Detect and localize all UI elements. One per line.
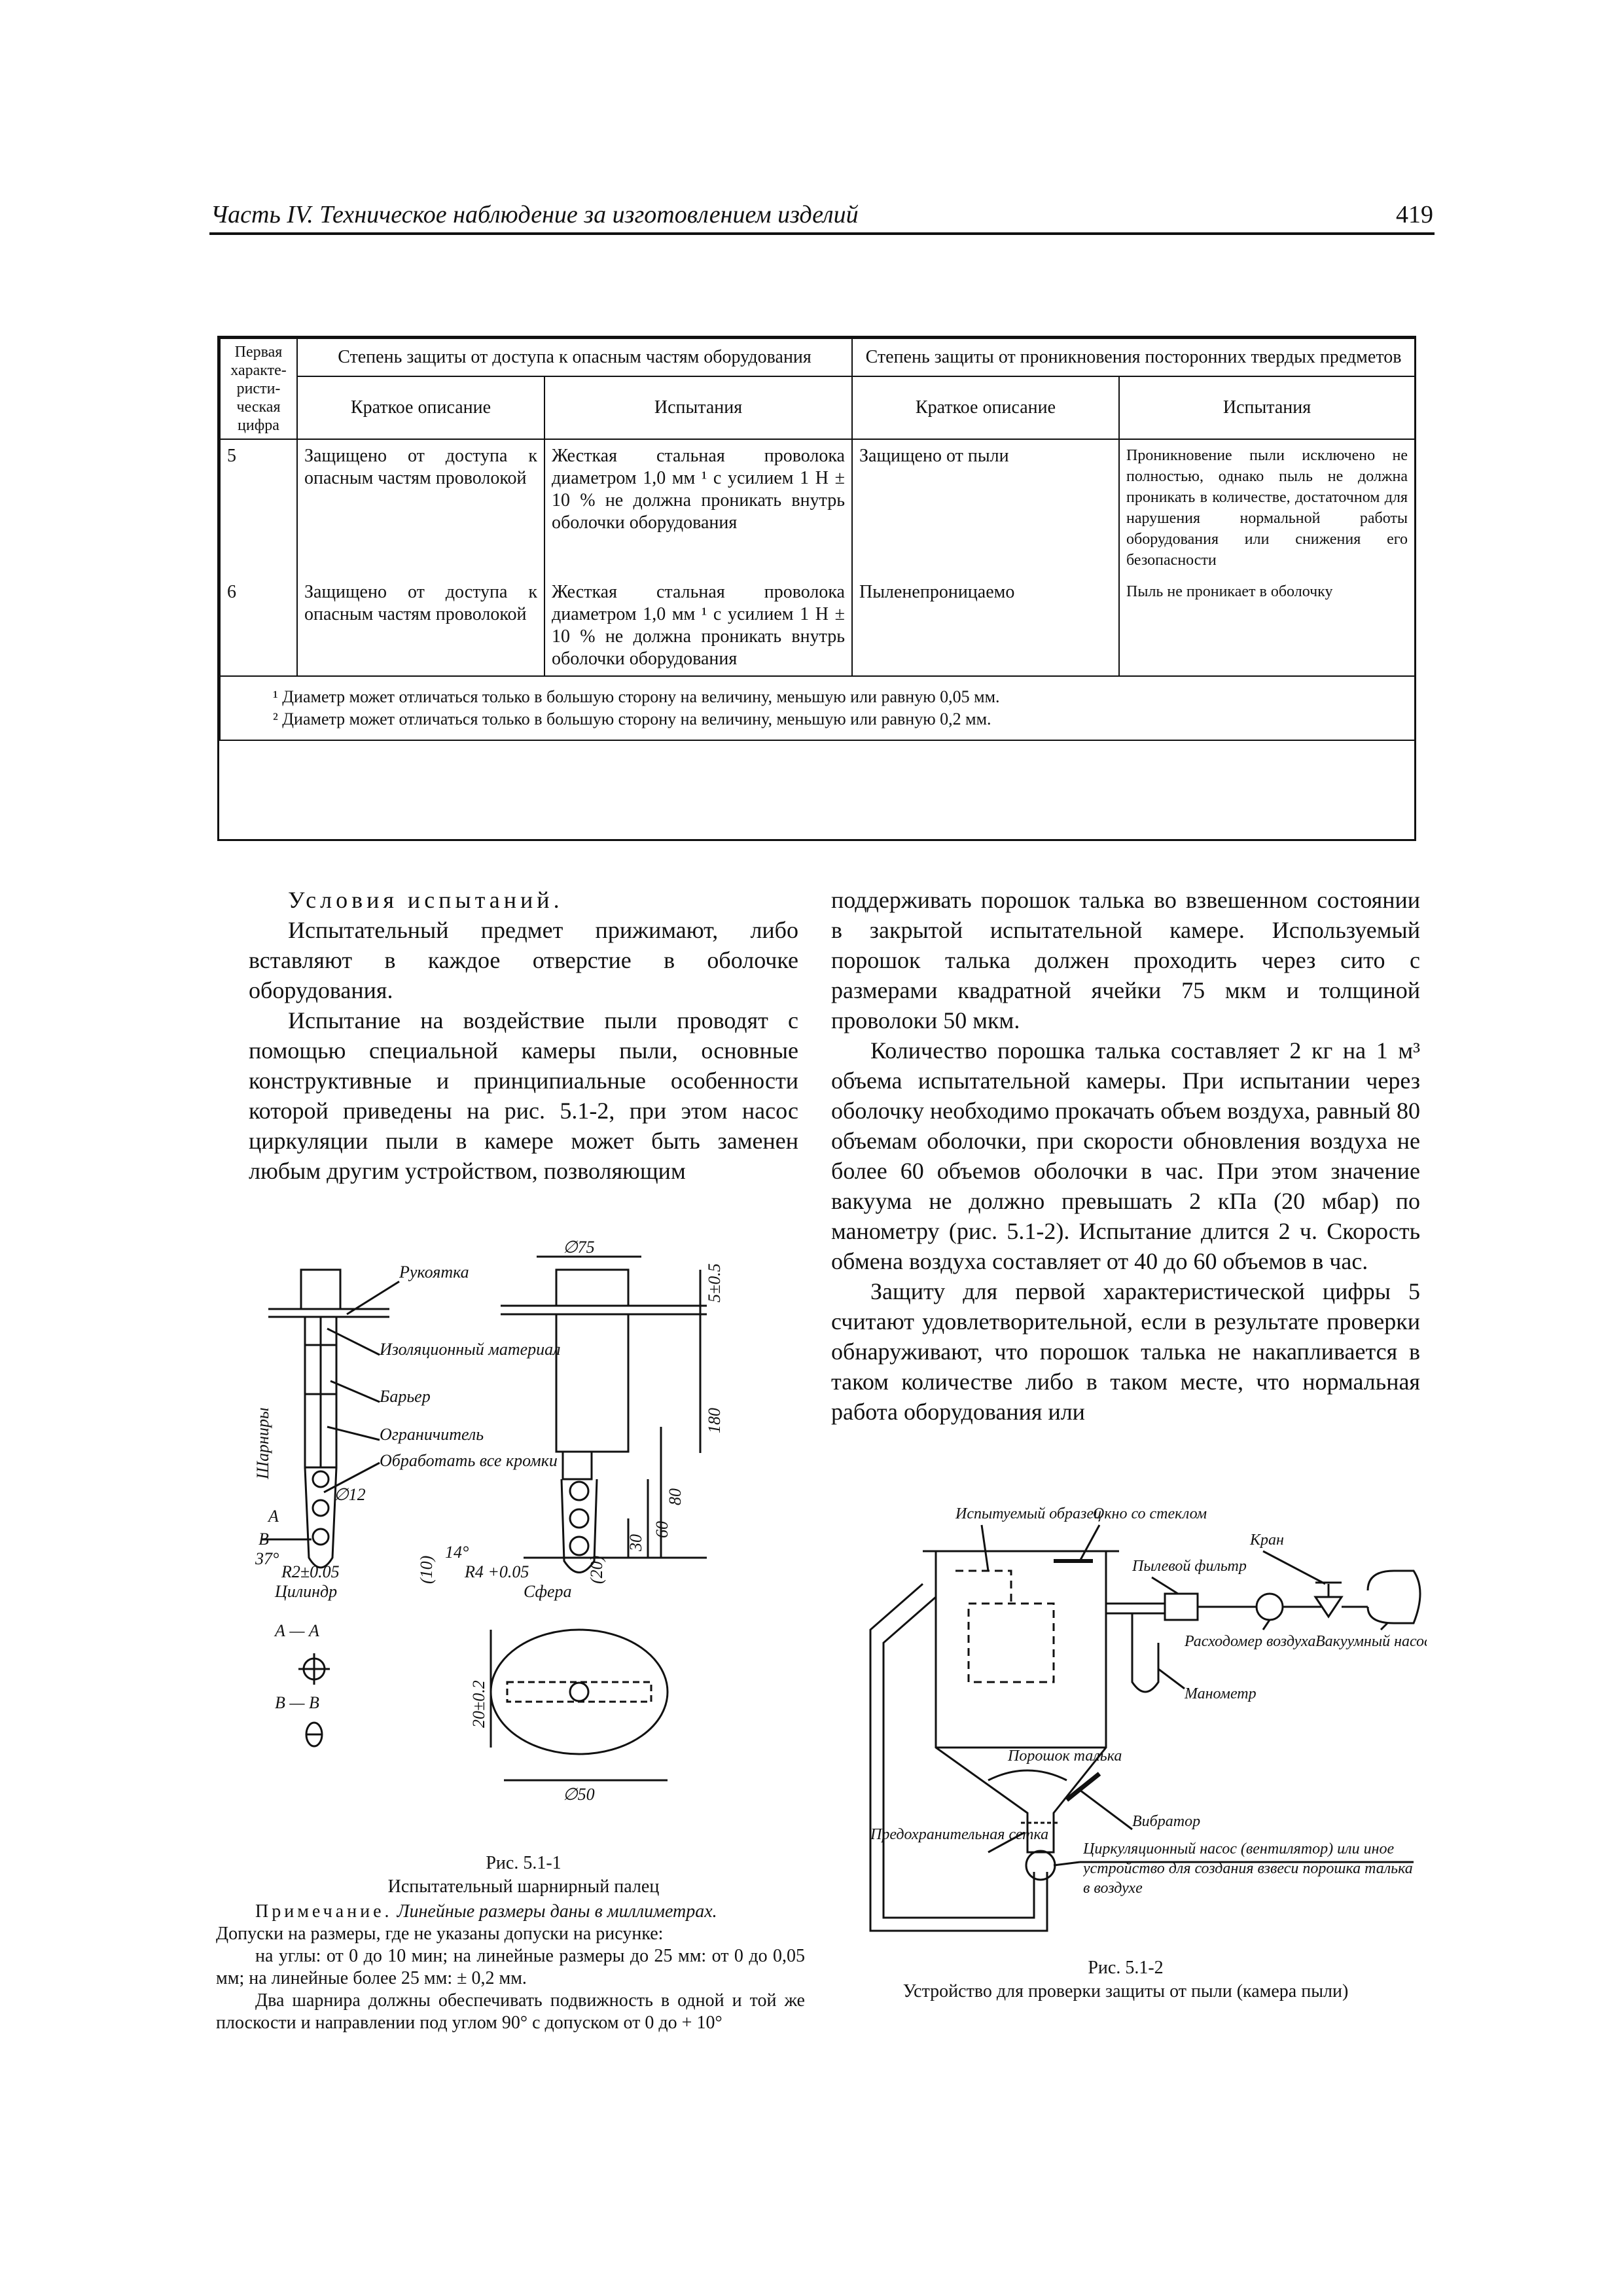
label-flowmeter: Расходомер воздуха — [1185, 1633, 1316, 1650]
left-column — [249, 885, 798, 1186]
table-footnotes — [220, 676, 1415, 740]
label-talc: Порошок талька — [1008, 1748, 1122, 1765]
mark-a: А — [268, 1507, 279, 1526]
sub-brief-access: Краткое описание — [297, 376, 544, 439]
figure2-caption-title: Устройство для проверки защиты от пыли (камера пыли) — [902, 1981, 1349, 2001]
label-r4: R4 +0.05 — [465, 1562, 529, 1581]
paragraph: Испытание на воздействие пыли проводят с помощью специальной камеры пыли, основные конструктивные и принципиальные особенности которой приведены на рис. 5.1-2, при этом насос циркуляции пыли в камере может быть заменен любым другим устройством, позволяющим — [249, 1007, 798, 1184]
label-angle-37: 37° — [255, 1549, 279, 1568]
label-filter: Пылевой фильтр — [1132, 1558, 1247, 1575]
label-sample: Испытуемый образец — [955, 1505, 1102, 1522]
mark-b: В — [259, 1530, 269, 1549]
row-access-test: Жесткая стальная проволока диаметром 1,0 мм ¹ с усилием 1 Н ± 10 % не должна проникать внутрь оболочки оборудования — [544, 439, 852, 576]
row-solid-test: Проникновение пыли исключено не полностью, однако пыль не должна проникать в количестве, достаточном для нарушения нормальной работы оборудования или снижения его безопасности — [1119, 439, 1415, 576]
page-number: 419 — [1396, 201, 1433, 228]
row-solid-brief: Пыленепроницаемо — [852, 576, 1119, 676]
figure2-caption-num: Рис. 5.1-2 — [1088, 1958, 1164, 1978]
label-window: Окно со стеклом — [1093, 1505, 1207, 1522]
row-solid-brief: Защищено от пыли — [852, 439, 1119, 576]
dim-5: 5±0.5 — [705, 1263, 724, 1302]
label-section-a: А — А — [275, 1621, 319, 1640]
row-digit: 5 — [220, 439, 297, 576]
note-2: Допуски на размеры, где не указаны допуски на рисунке: — [216, 1924, 664, 1944]
label-angle-14: 14° — [445, 1543, 469, 1562]
figure1-note — [216, 1901, 805, 2034]
dim-180: 180 — [705, 1408, 724, 1433]
row-digit: 6 — [220, 576, 297, 676]
label-cylinder: Цилиндр — [275, 1582, 338, 1601]
label-section-b: В — В — [275, 1693, 319, 1712]
group-solid-header: Степень защиты от проникновения посторонних твердых предметов — [852, 338, 1415, 376]
label-sphere: Сфера — [524, 1582, 572, 1601]
row-access-test: Жесткая стальная проволока диаметром 1,0 мм ¹ с усилием 1 Н ± 10 % не должна проникать внутрь оболочки оборудования — [544, 576, 852, 676]
label-d50: ∅50 — [563, 1785, 595, 1804]
figure-dust-chamber — [857, 1499, 1427, 1957]
sub-tests-access: Испытания — [544, 376, 852, 439]
note-word: Примечание. — [255, 1901, 393, 1922]
paragraph: Испытательный предмет прижимают, либо вставляют в каждое отверстие в оболочке оборудования. — [249, 917, 798, 1003]
figure1-caption-title: Испытательный шарнирный палец — [387, 1876, 660, 1897]
table-row — [220, 439, 1415, 576]
note-3: на углы: от 0 до 10 мин; на линейные размеры до 25 мм: от 0 до 0,05 мм; на линейные более 25 мм: ± 0,2 мм. — [216, 1946, 805, 1988]
dim-10: (10) — [417, 1555, 436, 1584]
label-manometer: Манометр — [1185, 1685, 1257, 1702]
group-access-header: Степень защиты от доступа к опасным частям оборудования — [297, 338, 852, 376]
right-column — [831, 885, 1420, 1427]
row-access-brief: Защищено от доступа к опасным частям проволокой — [297, 439, 544, 576]
label-r2: R2±0.05 — [281, 1562, 340, 1581]
test-finger-drawing — [249, 1230, 798, 1859]
label-d12: ∅12 — [334, 1485, 366, 1504]
dim-30: 30 — [626, 1534, 645, 1551]
header-rule — [209, 232, 1435, 235]
label-insulation: Изоляционный материал — [380, 1340, 561, 1359]
sub-tests-solid: Испытания — [1119, 376, 1415, 439]
label-vibrator: Вибратор — [1132, 1813, 1201, 1830]
ip-code-table — [217, 336, 1416, 841]
paragraph: поддерживать порошок талька во взвешенном состоянии в закрытой испытательной камере. Используемый порошок талька должен проходить через сито с размерами квадратной ячейки 75 мкм и толщиной проволоки 50 мкм. — [831, 887, 1420, 1033]
footnote-1: ¹ Диаметр может отличаться только в большую сторону на величину, меньшую или равную 0,05 мм. — [273, 687, 1000, 706]
note-1: Линейные размеры даны в миллиметрах. — [397, 1901, 717, 1922]
label-chamfer: Обработать все кромки — [380, 1451, 558, 1470]
label-handle: Рукоятка — [399, 1263, 469, 1282]
footnote-2: ² Диаметр может отличаться только в большую сторону на величину, меньшую или равную 0,2 мм. — [273, 709, 991, 728]
row-access-brief: Защищено от доступа к опасным частям проволокой — [297, 576, 544, 676]
sub-brief-solid: Краткое описание — [852, 376, 1119, 439]
dim-20h: 20±0.2 — [469, 1680, 488, 1728]
table-row — [220, 576, 1415, 676]
section-heading: Условия испытаний. — [288, 887, 563, 913]
label-valve: Кран — [1250, 1532, 1284, 1549]
label-circ-pump: Циркуляционный насос (вентилятор) или иное устройство для создания взвеси порошка талька в воздухе — [1083, 1840, 1413, 1897]
figure1-caption-num: Рис. 5.1-1 — [486, 1853, 562, 1873]
row-solid-test: Пыль не проникает в оболочку — [1119, 576, 1415, 676]
label-joints: Шарниры — [253, 1407, 272, 1479]
running-title: Часть IV. Техническое наблюдение за изготовлением изделий — [211, 201, 859, 228]
paragraph: Количество порошка талька составляет 2 кг на 1 м³ объема испытательной камеры. При испытании через оболочку необходимо прокачать объем воздуха, равный 80 объемам оболочки, при скорости обновления воздуха не более 60 объемов оболочки в час. При этом значение вакуума не должно превышать 2 кПа (20 мбар) по манометру (рис. 5.1-2). Испытание длится 2 ч. Скорость обмена воздуха составляет от 40 до 60 объемов в час. — [831, 1037, 1420, 1274]
label-mesh: Предохранительная сетка — [870, 1826, 1049, 1843]
label-barrier: Барьер — [380, 1387, 431, 1406]
note-4: Два шарнира должны обеспечивать подвижность в одной и той же плоскости и направлении под углом 90° с допуском от 0 до + 10° — [216, 1990, 805, 2033]
dust-chamber-drawing — [857, 1499, 1427, 1957]
dim-20: (20) — [587, 1555, 606, 1584]
col-first-digit: Первая характе-ристи-ческая цифра — [220, 338, 297, 439]
label-limiter: Ограничитель — [380, 1425, 484, 1444]
dim-60: 60 — [652, 1521, 671, 1538]
figure-test-finger — [249, 1230, 798, 1859]
label-d75: ∅75 — [563, 1238, 595, 1257]
dim-80: 80 — [666, 1488, 685, 1505]
label-vacuum-pump: Вакуумный насос — [1315, 1633, 1427, 1650]
paragraph: Защиту для первой характеристической цифры 5 считают удовлетворительной, если в результате проверки обнаруживают, что порошок талька не накапливается в таком количестве либо в таком месте, что нормальная работа оборудования или — [831, 1278, 1420, 1425]
